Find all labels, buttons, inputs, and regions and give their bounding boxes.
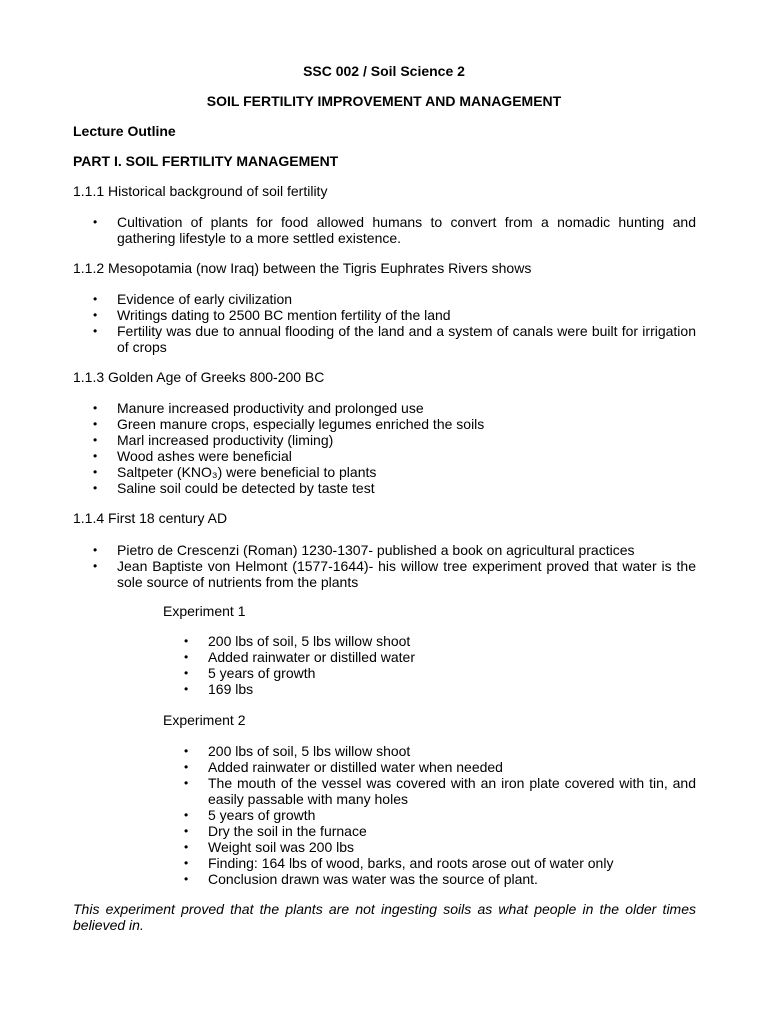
experiment-1-list [184,633,696,697]
bullet-icon: • [184,682,189,696]
bullet-icon: • [184,856,189,870]
bullet-icon: • [184,776,189,790]
bullet-icon: • [93,449,98,463]
list-item: • Saline soil could be detected by taste test [93,480,375,496]
section-heading-1-1-1: 1.1.1 Historical background of soil fertility [73,183,328,199]
experiment-2-list [184,743,696,887]
section-heading-1-1-4: 1.1.4 First 18 century AD [73,510,228,526]
list-item: • Green manure crops, especially legumes enriched the soils [93,416,485,432]
part-title: PART I. SOIL FERTILITY MANAGEMENT [73,153,339,169]
list-item: • Manure increased productivity and prolonged use [93,400,424,416]
bullet-icon: • [93,543,98,557]
bullet-icon: • [184,872,189,886]
list-item: • Conclusion drawn was water was the source of plant. [184,871,538,887]
list-item: • The mouth of the vessel was covered with an iron plate covered with tin, and easily passable with many holes [184,775,696,807]
list-item: • 169 lbs [184,681,254,697]
list-item: • Dry the soil in the furnace [184,823,367,839]
list-item: • Cultivation of plants for food allowed humans to convert from a nomadic hunting and gathering lifestyle to a more settled existence. [93,214,696,246]
list-item: • 5 years of growth [184,665,316,681]
section-1-1-2-list [93,291,696,355]
bullet-icon: • [93,401,98,415]
list-item: • 5 years of growth [184,807,316,823]
bullet-icon: • [184,760,189,774]
list-item: • 200 lbs of soil, 5 lbs willow shoot [184,633,411,649]
bullet-icon: • [93,465,98,479]
bullet-icon: • [93,417,98,431]
list-item: • 200 lbs of soil, 5 lbs willow shoot [184,743,411,759]
bullet-icon: • [93,433,98,447]
bullet-icon: • [184,808,189,822]
course-title: SSC 002 / Soil Science 2 [303,63,465,79]
bullet-icon: • [184,824,189,838]
section-heading-1-1-2: 1.1.2 Mesopotamia (now Iraq) between the Tigris Euphrates Rivers shows [73,260,532,276]
lecture-outline-label: Lecture Outline [73,123,176,139]
bullet-icon: • [184,744,189,758]
list-item: • Marl increased productivity (liming) [93,432,334,448]
closing-paragraph: This experiment proved that the plants are not ingesting soils as what people in the older times believed in. [73,901,696,933]
bullet-icon: • [184,666,189,680]
document-title: SOIL FERTILITY IMPROVEMENT AND MANAGEMENT [206,93,562,109]
bullet-icon: • [93,481,98,495]
list-item: • Saltpeter (KNO₃) were beneficial to plants [93,464,377,480]
list-item: • Pietro de Crescenzi (Roman) 1230-1307- published a book on agricultural practices [93,542,635,558]
list-item: • Evidence of early civilization [93,291,293,307]
experiment-2-label: Experiment 2 [163,712,246,728]
experiment-1-label: Experiment 1 [163,603,246,619]
bullet-icon: • [93,559,98,573]
list-item: • Fertility was due to annual flooding of the land and a system of canals were built for irrigation of crops [93,323,696,355]
list-item: • Wood ashes were beneficial [93,448,292,464]
bullet-icon: • [93,215,98,229]
bullet-icon: • [93,292,98,306]
bullet-icon: • [93,308,98,322]
list-item: • Weight soil was 200 lbs [184,839,355,855]
list-item: • Jean Baptiste von Helmont (1577-1644)- his willow tree experiment proved that water is the sole source of nutrients from the plants [93,558,696,590]
section-1-1-1-list [93,214,696,246]
bullet-icon: • [184,840,189,854]
section-1-1-4-list [93,542,696,590]
list-item: • Added rainwater or distilled water [184,649,415,665]
bullet-icon: • [184,634,189,648]
bullet-icon: • [93,324,98,338]
list-item: • Finding: 164 lbs of wood, barks, and roots arose out of water only [184,855,614,871]
section-heading-1-1-3: 1.1.3 Golden Age of Greeks 800-200 BC [73,369,325,385]
bullet-icon: • [184,650,189,664]
list-item: • Writings dating to 2500 BC mention fertility of the land [93,307,451,323]
section-1-1-3-list [93,400,696,496]
list-item: • Added rainwater or distilled water when needed [184,759,503,775]
